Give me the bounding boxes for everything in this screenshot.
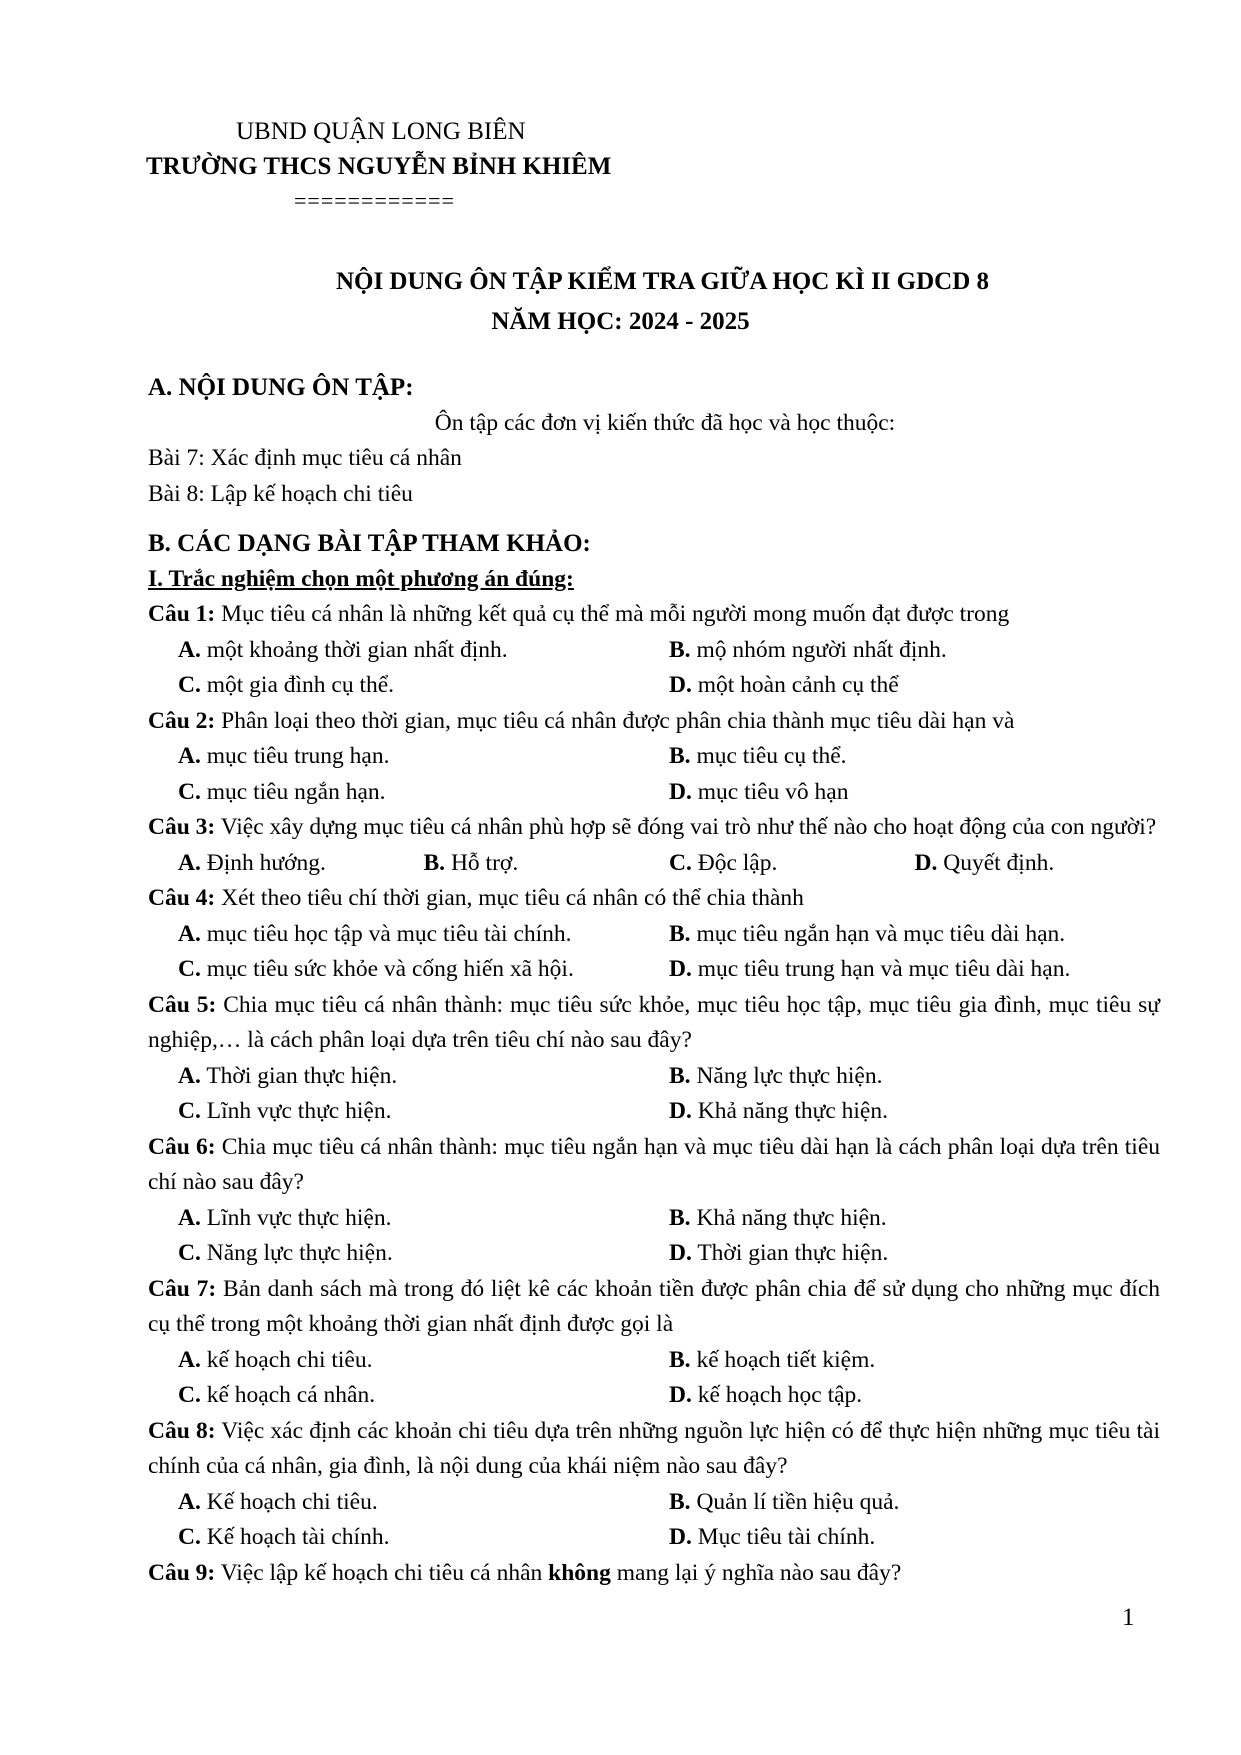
option-text: Khả năng thực hiện. [697, 1098, 888, 1124]
answer-options [148, 846, 1160, 882]
lesson-item: Bài 7: Xác định mục tiêu cá nhân [148, 445, 462, 471]
question-label: Câu 3: [148, 814, 216, 840]
option-text: Độc lập. [697, 849, 778, 876]
lesson-item: Bài 8: Lập kế hoạch chi tiêu [148, 480, 413, 507]
question-text: mang lại ý nghĩa nào sau đây? [616, 1559, 902, 1586]
question-label: Câu 5: [148, 991, 217, 1018]
answer-option [178, 1520, 669, 1556]
option-letter: B. [669, 1488, 691, 1515]
answer-options [148, 1485, 1160, 1556]
answer-option [669, 633, 1160, 669]
option-letter: A. [178, 1204, 201, 1231]
question-text: Việc lập kế hoạch chi tiêu cá nhân [220, 1559, 543, 1586]
option-text: Năng lực thực hiện. [696, 1062, 883, 1089]
option-letter: C. [178, 672, 201, 698]
answer-option [178, 1343, 669, 1379]
answer-options [148, 1343, 1160, 1414]
option-letter: C. [178, 778, 201, 805]
question-emphasis: không [548, 1559, 611, 1586]
answer-option [178, 1236, 669, 1272]
question-text: Việc xây dựng mục tiêu cá nhân phù hợp sẽ đóng vai trò như thế nào cho hoạt động của con người? [220, 814, 1157, 840]
option-letter: D. [669, 778, 692, 805]
option-letter: D. [669, 1098, 692, 1124]
answer-option [669, 1236, 1160, 1272]
question-text: Chia mục tiêu cá nhân thành: mục tiêu ngắn hạn và mục tiêu dài hạn là cách phân loại dựa trên tiêu chí nào sau đây? [148, 1133, 1160, 1195]
option-letter: D. [669, 956, 692, 982]
question-text: Mục tiêu cá nhân là những kết quả cụ thể mà mỗi người mong muốn đạt được trong [221, 601, 1010, 627]
option-letter: B. [669, 743, 691, 769]
answer-option [178, 846, 424, 882]
option-letter: C. [178, 1240, 201, 1266]
answer-option [178, 1378, 669, 1414]
question-2 [148, 704, 1160, 811]
answer-option [669, 1059, 1160, 1095]
option-text: Năng lực thực hiện. [206, 1240, 393, 1266]
question-label: Câu 7: [148, 1275, 217, 1302]
option-letter: D. [914, 849, 938, 876]
answer-option [178, 1485, 669, 1521]
option-text: mộ nhóm người nhất định. [696, 636, 947, 663]
option-text: Kế hoạch tài chính. [206, 1524, 390, 1550]
option-letter: A. [178, 1346, 201, 1373]
option-text: Quản lí tiền hiệu quả. [696, 1488, 900, 1515]
section-b-subheading: I. Trắc nghiệm chọn một phương án đúng: [148, 565, 574, 592]
option-letter: D. [669, 1524, 692, 1550]
answer-option [669, 1378, 1160, 1414]
option-text: mục tiêu trung hạn và mục tiêu dài hạn. [697, 956, 1071, 982]
option-letter: A. [178, 849, 201, 876]
district-name: UBND QUẬN LONG BIÊN [236, 118, 526, 145]
answer-option [669, 1343, 1160, 1379]
option-letter: A. [178, 636, 201, 663]
option-letter: B. [669, 636, 691, 663]
option-letter: C. [178, 956, 201, 982]
answer-options [148, 1059, 1160, 1130]
header-divider: ============ [294, 188, 455, 213]
question-label: Câu 8: [148, 1417, 216, 1444]
answer-option [669, 917, 1160, 953]
question-label: Câu 4: [148, 885, 216, 911]
option-text: Khả năng thực hiện. [696, 1204, 887, 1231]
option-letter: C. [178, 1098, 201, 1124]
option-letter: A. [178, 920, 201, 947]
option-text: Kế hoạch chi tiêu. [206, 1488, 378, 1515]
answer-option [915, 846, 1161, 882]
option-text: một hoàn cảnh cụ thể [697, 672, 899, 698]
answer-option [178, 917, 669, 953]
question-text: Xét theo tiêu chí thời gian, mục tiêu cá nhân có thể chia thành [221, 885, 804, 911]
option-text: Lĩnh vực thực hiện. [206, 1098, 392, 1124]
question-3 [148, 810, 1160, 881]
question-stem [148, 881, 1160, 917]
option-text: mục tiêu ngắn hạn. [206, 778, 386, 805]
answer-option [669, 668, 1160, 704]
question-stem [148, 1414, 1160, 1485]
question-4 [148, 881, 1160, 988]
option-letter: A. [178, 743, 201, 769]
option-text: mục tiêu học tập và mục tiêu tài chính. [206, 920, 572, 947]
option-text: mục tiêu sức khỏe và cống hiến xã hội. [206, 956, 574, 982]
option-letter: D. [669, 1382, 692, 1408]
document-title [0, 262, 1241, 342]
answer-option [178, 1201, 669, 1237]
question-list [148, 597, 1160, 1556]
school-name: TRƯỜNG THCS NGUYỄN BỈNH KHIÊM [146, 153, 612, 180]
answer-option [669, 846, 915, 882]
option-text: mục tiêu ngắn hạn và mục tiêu dài hạn. [696, 920, 1066, 947]
option-letter: B. [423, 849, 446, 876]
answer-options [148, 1201, 1160, 1272]
answer-options [148, 917, 1160, 988]
question-label: Câu 1: [148, 601, 216, 627]
answer-option [669, 1094, 1160, 1130]
option-letter: D. [669, 1240, 692, 1266]
option-text: mục tiêu cụ thể. [696, 743, 847, 769]
answer-option [178, 668, 669, 704]
option-letter: B. [669, 920, 691, 947]
question-label: Câu 9: [148, 1559, 216, 1586]
question-stem [148, 810, 1160, 846]
option-text: mục tiêu trung hạn. [206, 743, 390, 769]
answer-option [178, 952, 669, 988]
answer-option [669, 1201, 1160, 1237]
answer-option [669, 1485, 1160, 1521]
question-8 [148, 1414, 1160, 1556]
page-number: 1 [1122, 1604, 1135, 1631]
section-a-heading: A. NỘI DUNG ÔN TẬP: [148, 374, 414, 401]
answer-option [669, 1520, 1160, 1556]
question-label: Câu 6: [148, 1133, 216, 1160]
question-label: Câu 2: [148, 707, 216, 734]
option-letter: B. [669, 1204, 691, 1231]
option-text: một khoảng thời gian nhất định. [206, 636, 508, 663]
option-text: kế hoạch học tập. [697, 1382, 863, 1408]
question-6 [148, 1130, 1160, 1272]
option-letter: A. [178, 1062, 201, 1089]
option-letter: C. [669, 849, 692, 876]
option-letter: B. [669, 1346, 691, 1373]
option-text: Hỗ trợ. [450, 849, 519, 876]
question-1 [148, 597, 1160, 704]
question-text: Phân loại theo thời gian, mục tiêu cá nhân được phân chia thành mục tiêu dài hạn và [221, 707, 1015, 734]
option-text: một gia đình cụ thể. [206, 672, 395, 698]
option-letter: C. [178, 1382, 201, 1408]
answer-option [669, 739, 1160, 775]
answer-options [148, 633, 1160, 704]
option-text: kế hoạch chi tiêu. [206, 1346, 373, 1373]
answer-option [178, 1094, 669, 1130]
answer-option [178, 775, 669, 811]
option-letter: C. [178, 1524, 201, 1550]
section-a-intro: Ôn tập các đơn vị kiến thức đã học và học thuộc: [434, 409, 896, 436]
option-text: kế hoạch cá nhân. [206, 1382, 376, 1408]
question-text: Bản danh sách mà trong đó liệt kê các khoản tiền được phân chia để sử dụng cho những mục đích cụ thể trong một khoảng thời gian nhất định được gọi là [148, 1275, 1161, 1337]
option-letter: A. [178, 1488, 201, 1515]
option-text: Thời gian thực hiện. [206, 1062, 398, 1089]
title-line-1: NỘI DUNG ÔN TẬP KIỂM TRA GIỮA HỌC KÌ II GDCD 8 [335, 268, 990, 295]
answer-option [669, 775, 1160, 811]
option-letter: D. [669, 672, 692, 698]
document-body [148, 370, 1160, 1591]
answer-option [178, 739, 669, 775]
answer-option [424, 846, 670, 882]
question-stem [148, 1272, 1160, 1343]
question-stem [148, 597, 1160, 633]
question-5 [148, 988, 1160, 1130]
option-text: Mục tiêu tài chính. [697, 1524, 876, 1550]
question-stem [148, 988, 1160, 1059]
answer-option [669, 952, 1160, 988]
option-text: Thời gian thực hiện. [697, 1240, 889, 1266]
option-text: Quyết định. [943, 849, 1055, 876]
question-text: Việc xác định các khoản chi tiêu dựa trên những nguồn lực hiện có để thực hiện những mục tiêu tài chính của cá nhân, gia đình, là nội dung của khái niệm nào sau đây? [148, 1417, 1160, 1479]
question-7 [148, 1272, 1160, 1414]
answer-options [148, 739, 1160, 810]
question-text: Chia mục tiêu cá nhân thành: mục tiêu sức khỏe, mục tiêu học tập, mục tiêu gia đình, mục tiêu sự nghiệp,… là cách phân loại dựa trên tiêu chí nào sau đây? [148, 991, 1160, 1053]
question-stem [148, 1130, 1160, 1201]
option-text: mục tiêu vô hạn [697, 778, 849, 805]
answer-option [178, 1059, 669, 1095]
option-text: Định hướng. [206, 849, 326, 876]
option-text: Lĩnh vực thực hiện. [206, 1204, 392, 1231]
option-text: kế hoạch tiết kiệm. [696, 1346, 876, 1373]
question-stem [148, 704, 1160, 740]
section-b-heading: B. CÁC DẠNG BÀI TẬP THAM KHẢO: [148, 530, 591, 557]
title-line-2: NĂM HỌC: 2024 - 2025 [491, 308, 750, 335]
option-letter: B. [669, 1062, 691, 1089]
question-9 [148, 1556, 1160, 1592]
answer-option [178, 633, 669, 669]
